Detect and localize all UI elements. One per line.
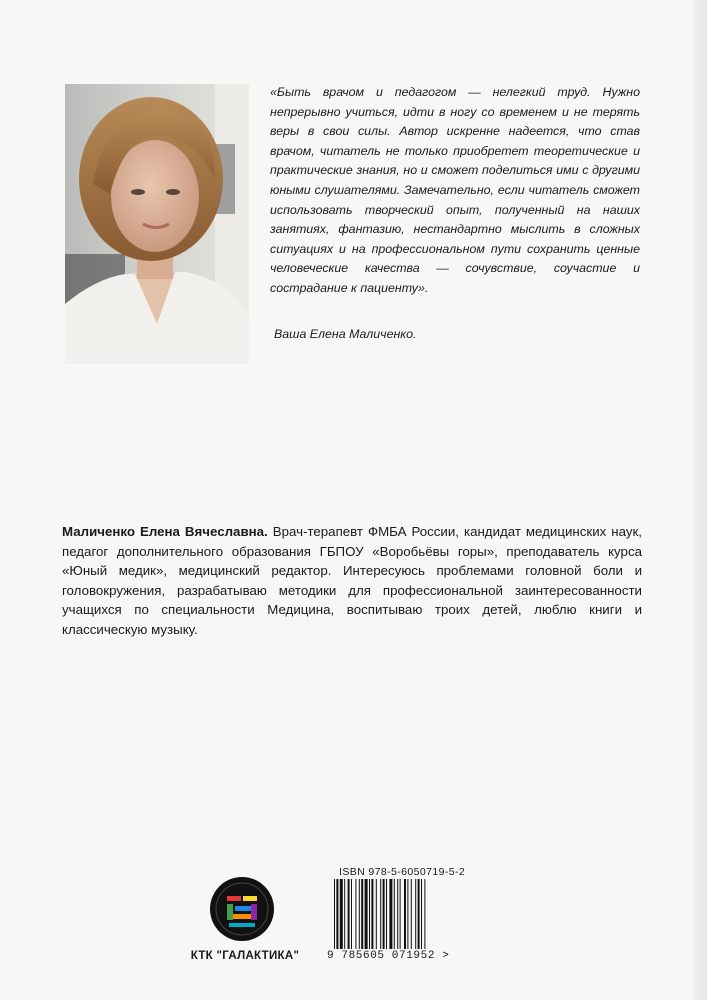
- barcode-digits: 9 785605 071952 >: [327, 950, 450, 962]
- publisher-logo-icon: [209, 876, 275, 942]
- author-quote: «Быть врачом и педагогом — нелегкий труд. Нужно непрерывно учиться, идти в ногу со временем и не терять веры в свои силы. Автор искренне надеется, что став врачом, читатель не только приобретет теоретические и практические знания, но и сможет поделиться ими с другими юными слушателями. Замечательно, если читатель сможет использовать творческий опыт, полученный на наших занятиях, фантазию, нестандартно мыслить в сложных ситуациях и на профессиональном пути сохранить ценные человеческие качества — сочувствие, соучастие и сострадание к пациенту».: [270, 85, 640, 295]
- author-bio: [62, 522, 642, 640]
- isbn-barcode: [332, 879, 462, 953]
- author-signature: Ваша Елена Маличенко.: [274, 327, 417, 341]
- author-photo: [65, 84, 249, 364]
- cover-spine-edge: [693, 0, 707, 1000]
- author-bio-text: Врач-терапевт ФМБА России, кандидат медицинских наук, педагог дополнительного образования ГБПОУ «Воробьёвы горы», преподаватель курса «Юный медик», медицинский редактор. Интересуюсь проблемами головной боли и головокружения, разрабатываю методики для профессиональной заинтересованности учащихся по специальности Медицина, воспитываю троих детей, люблю книги и классическую музыку.: [62, 524, 642, 637]
- author-name: Маличенко Елена Вячеславна.: [62, 524, 268, 539]
- publisher-name: КТК "ГАЛАКТИКА": [190, 950, 300, 962]
- isbn-label: ISBN 978-5-6050719-5-2: [339, 866, 466, 878]
